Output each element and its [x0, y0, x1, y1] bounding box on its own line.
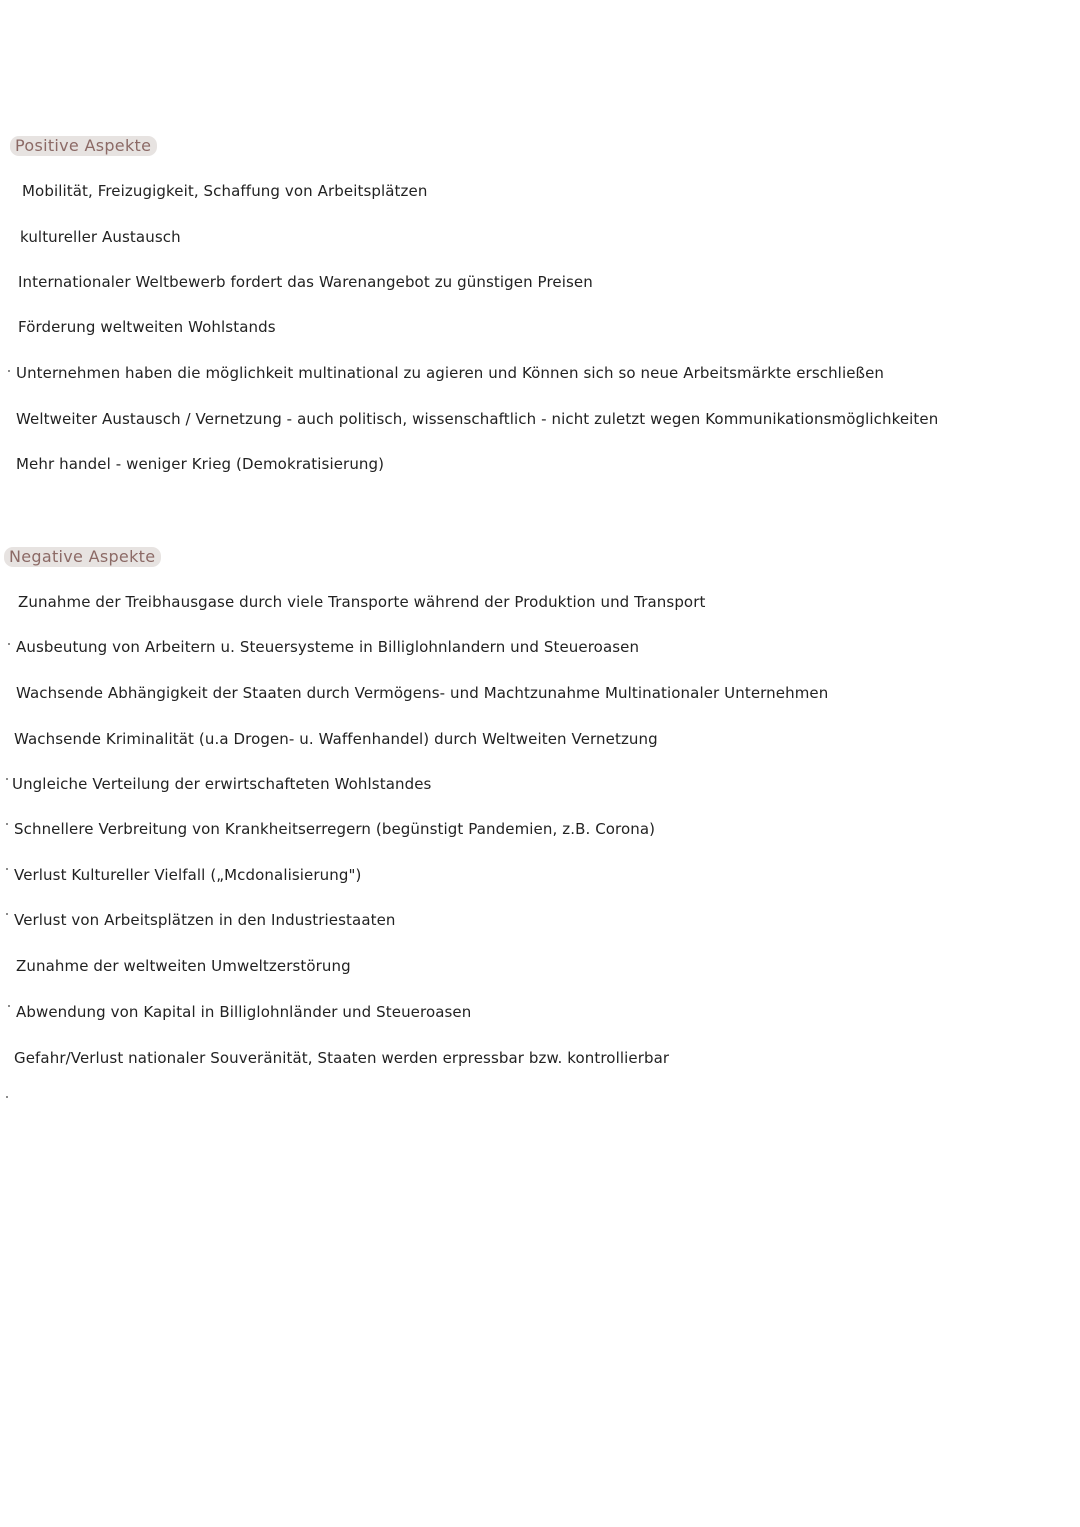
- negative-item: Zunahme der Treibhausgase durch viele Transporte während der Produktion und Transport: [18, 593, 706, 611]
- positive-item: kultureller Austausch: [20, 228, 181, 246]
- negative-item: Gefahr/Verlust nationaler Souveränität, Staaten werden erpressbar bzw. kontrollierbar: [14, 1049, 670, 1067]
- bullet-dot: [6, 1096, 8, 1098]
- positive-item: Förderung weltweiten Wohlstands: [18, 318, 276, 336]
- positive-item: Internationaler Weltbewerb fordert das Warenangebot zu günstigen Preisen: [18, 273, 593, 291]
- negative-item: Abwendung von Kapital in Billiglohnländer und Steueroasen: [16, 1003, 472, 1021]
- bullet-dot: [8, 643, 10, 645]
- negative-item: Ungleiche Verteilung der erwirtschafteten Wohlstandes: [12, 775, 432, 793]
- negative-item: Ausbeutung von Arbeitern u. Steuersysteme in Billiglohnlandern und Steueroasen: [16, 638, 640, 656]
- negative-item: Zunahme der weltweiten Umweltzerstörung: [16, 957, 351, 975]
- bullet-dot: [6, 868, 8, 870]
- positive-item: Mehr handel - weniger Krieg (Demokratisierung): [16, 455, 385, 473]
- negative-heading: Negative Aspekte: [4, 547, 161, 567]
- negative-item: Schnellere Verbreitung von Krankheitserregern (begünstigt Pandemien, z.B. Corona): [14, 820, 656, 838]
- negative-item: Wachsende Kriminalität (u.a Drogen- u. Waffenhandel) durch Weltweiten Vernetzung: [14, 730, 658, 748]
- bullet-dot: [6, 778, 8, 780]
- bullet-dot: [8, 370, 10, 372]
- bullet-dot: [6, 913, 8, 915]
- positive-item: Mobilität, Freizugigkeit, Schaffung von Arbeitsplätzen: [22, 182, 428, 200]
- positive-heading: Positive Aspekte: [10, 136, 157, 156]
- positive-item: Unternehmen haben die möglichkeit multinational zu agieren und Können sich so neue Arbeitsmärkte erschließen: [16, 364, 885, 382]
- negative-item: Verlust Kultureller Vielfall („Mcdonalisierung"): [14, 866, 362, 884]
- positive-item: Weltweiter Austausch / Vernetzung - auch politisch, wissenschaftlich - nicht zuletzt wegen Kommunikationsmöglichkeiten: [16, 410, 939, 428]
- negative-item: Verlust von Arbeitsplätzen in den Industriestaaten: [14, 911, 396, 929]
- bullet-dot: [6, 823, 8, 825]
- bullet-dot: [8, 1005, 10, 1007]
- negative-item: Wachsende Abhängigkeit der Staaten durch Vermögens- und Machtzunahme Multinationaler Unternehmen: [16, 684, 829, 702]
